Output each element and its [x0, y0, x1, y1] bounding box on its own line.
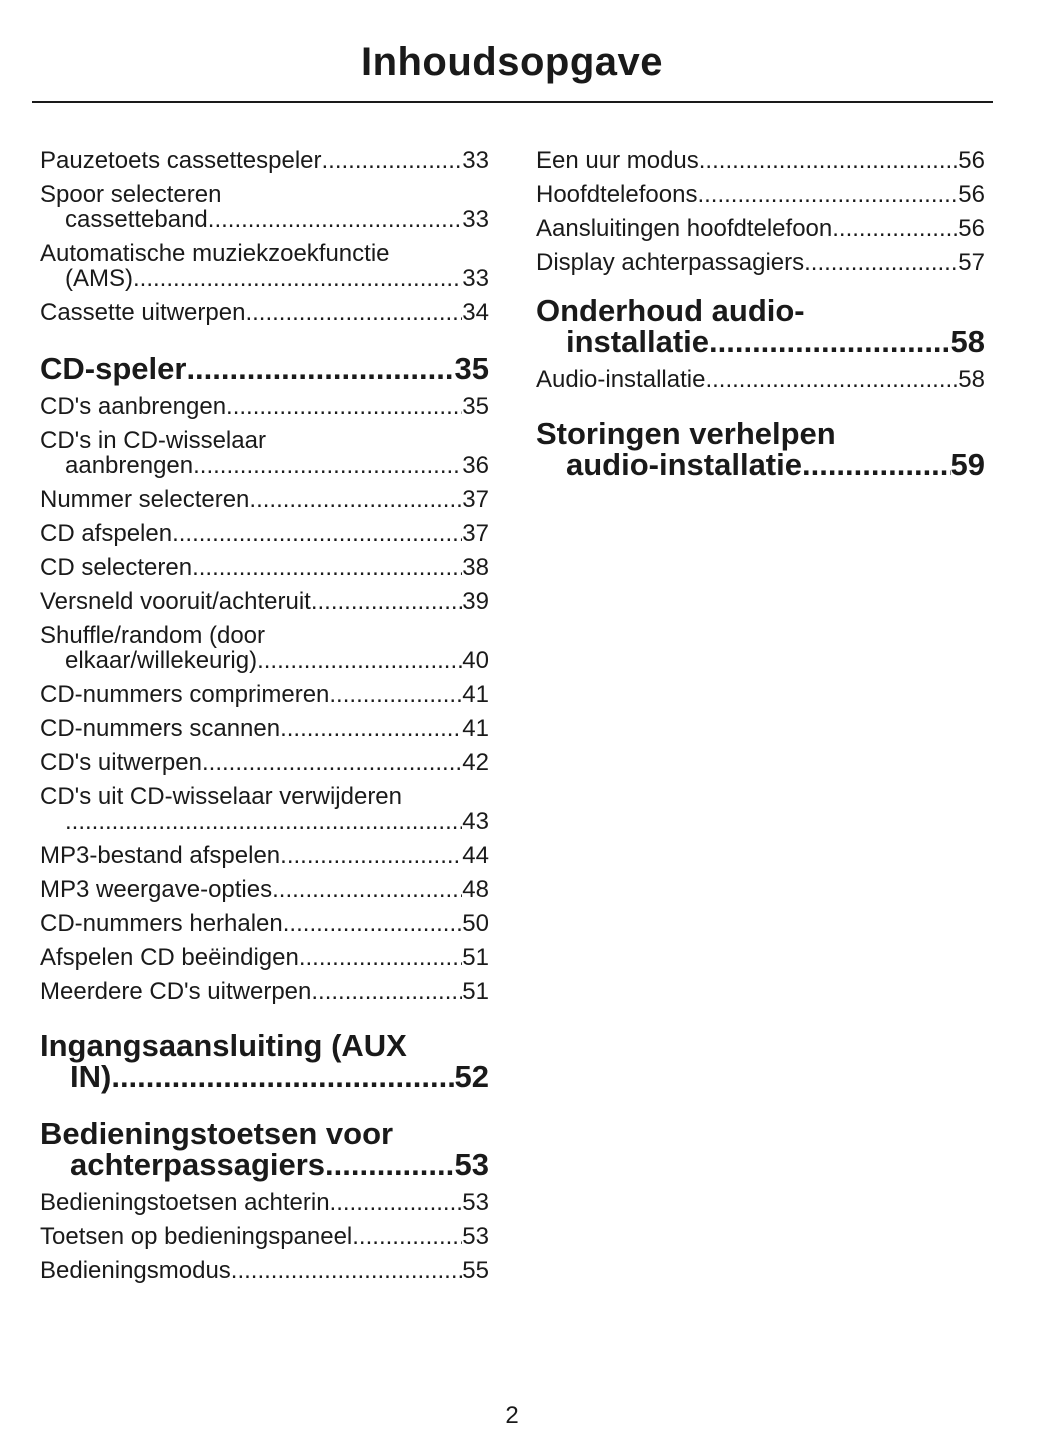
dot-leader	[299, 945, 462, 970]
dot-leader	[245, 300, 462, 325]
dot-leader	[802, 449, 951, 480]
toc-entry-title: IN)	[70, 1059, 112, 1094]
toc-entry-leader-row	[40, 394, 489, 419]
toc-entry-leader-row	[40, 1061, 489, 1092]
dot-leader	[697, 182, 958, 207]
toc-page-number: 39	[462, 588, 489, 615]
dot-leader	[280, 716, 462, 741]
dot-leader	[193, 453, 462, 478]
toc-left-column	[40, 148, 489, 1292]
toc-entry-leader-row	[40, 843, 489, 868]
dot-leader	[832, 216, 958, 241]
dot-leader	[705, 367, 958, 392]
toc-entry-title: Versneld vooruit/achteruit	[40, 588, 311, 615]
dot-leader	[208, 207, 463, 232]
toc-entry[interactable]	[40, 300, 489, 325]
toc-entry[interactable]	[536, 216, 985, 241]
toc-page-number: 33	[462, 265, 489, 292]
toc-entry[interactable]	[536, 367, 985, 392]
toc-entry-title: Hoofdtelefoons	[536, 181, 698, 208]
dot-leader	[311, 979, 462, 1004]
toc-entry-title: cassetteband	[65, 206, 208, 233]
dot-leader	[226, 394, 462, 419]
toc-entry-title-first-line: Automatische muziekzoekfunctie	[40, 241, 390, 266]
toc-entry-title-first-line: Storingen verhelpen	[536, 416, 836, 451]
toc-entry-leader-row	[40, 682, 489, 707]
toc-entry[interactable]	[40, 1190, 489, 1215]
toc-entry[interactable]	[40, 1224, 489, 1249]
toc-entry-title-first-line: Shuffle/random (door	[40, 623, 266, 648]
toc-page-number: 57	[958, 249, 985, 276]
toc-entry-title: Aansluitingen hoofdtelefoon	[536, 215, 833, 242]
toc-entry-title: CD's uitwerpen	[40, 749, 202, 776]
toc-entry-title: audio-installatie	[566, 447, 802, 482]
toc-entry-title: Bedieningstoetsen achterin	[40, 1189, 330, 1216]
toc-entry-title: CD-nummers comprimeren	[40, 681, 330, 708]
dot-leader	[280, 843, 462, 868]
toc-entry-title: CD-nummers herhalen	[40, 910, 283, 937]
dot-leader	[192, 555, 462, 580]
toc-entry-title: Pauzetoets cassettespeler	[40, 147, 322, 174]
toc-entry-leader-row	[40, 589, 489, 614]
toc-page-number: 48	[462, 876, 489, 903]
toc-entry-title: (AMS)	[65, 265, 133, 292]
dot-leader	[709, 326, 951, 357]
toc-entry-leader-row	[40, 945, 489, 970]
toc-entry-leader-row	[536, 367, 985, 392]
toc-entry-title-first-line: Onderhoud audio-	[536, 293, 805, 328]
toc-entry[interactable]	[40, 750, 489, 775]
toc-entry-leader-row	[40, 353, 489, 384]
toc-page-number: 56	[958, 147, 985, 174]
toc-entry[interactable]	[536, 148, 985, 173]
toc-entry-leader-row	[40, 521, 489, 546]
dot-leader	[330, 1190, 463, 1215]
dot-leader	[249, 487, 462, 512]
dot-leader	[202, 750, 462, 775]
toc-entry[interactable]	[40, 716, 489, 741]
toc-entry[interactable]	[40, 877, 489, 902]
toc-entry-leader-row	[536, 182, 985, 207]
toc-page-number: 43	[462, 808, 489, 835]
toc-entry[interactable]	[40, 148, 489, 173]
toc-page-number: 34	[462, 299, 489, 326]
toc-entry-leader-row	[40, 911, 489, 936]
toc-right-column	[536, 148, 985, 490]
dot-leader	[699, 148, 959, 173]
toc-entry-title: Afspelen CD beëindigen	[40, 944, 299, 971]
toc-page-number: 33	[462, 147, 489, 174]
toc-entry-title: CD's aanbrengen	[40, 393, 227, 420]
toc-entry-title: aanbrengen	[65, 452, 194, 479]
toc-entry-leader-row	[40, 300, 489, 325]
dot-leader	[283, 911, 463, 936]
toc-entry-title: CD afspelen	[40, 520, 173, 547]
toc-entry-leader-row	[40, 750, 489, 775]
toc-page-number: 58	[958, 366, 985, 393]
toc-entry-leader-row	[40, 207, 489, 232]
toc-section-heading[interactable]	[40, 353, 489, 384]
toc-entry-title: CD-nummers scannen	[40, 715, 281, 742]
toc-entry-title: Meerdere CD's uitwerpen	[40, 978, 312, 1005]
toc-page-number: 41	[462, 681, 489, 708]
toc-entry-title: CD-speler	[40, 351, 187, 386]
toc-page-number: 36	[462, 452, 489, 479]
dot-leader	[322, 148, 463, 173]
toc-entry-leader-row	[536, 326, 985, 357]
toc-entry-title: Display achterpassagiers	[536, 249, 805, 276]
toc-entry-title: MP3 weergave-opties	[40, 876, 273, 903]
toc-entry-title: Toetsen op bedieningspaneel	[40, 1223, 353, 1250]
toc-entry-leader-row	[40, 1258, 489, 1283]
toc-entry-leader-row	[40, 266, 489, 291]
toc-entry-title: Bedieningsmodus	[40, 1257, 231, 1284]
toc-page-number: 52	[454, 1059, 489, 1094]
toc-page-number: 40	[462, 647, 489, 674]
toc-entry-leader-row	[40, 809, 489, 834]
toc-entry[interactable]	[40, 241, 489, 291]
dot-leader	[111, 1061, 454, 1092]
dot-leader	[325, 1149, 454, 1180]
dot-leader	[133, 266, 462, 291]
toc-page-number: 56	[958, 215, 985, 242]
toc-section-heading[interactable]	[536, 295, 985, 357]
toc-entry-leader-row	[40, 1149, 489, 1180]
toc-page-number: 37	[462, 520, 489, 547]
toc-page-number: 59	[950, 447, 985, 482]
toc-page-number: 50	[462, 910, 489, 937]
toc-section-heading[interactable]	[40, 1030, 489, 1092]
toc-entry-title: Audio-installatie	[536, 366, 706, 393]
toc-entry[interactable]	[40, 394, 489, 419]
toc-page-number: 56	[958, 181, 985, 208]
toc-entry[interactable]	[40, 589, 489, 614]
toc-entry-leader-row	[536, 216, 985, 241]
dot-leader	[329, 682, 462, 707]
toc-entry-title: Een uur modus	[536, 147, 699, 174]
toc-page-number: 41	[462, 715, 489, 742]
dot-leader	[186, 353, 454, 384]
toc-entry-leader-row	[40, 555, 489, 580]
toc-entry[interactable]	[40, 487, 489, 512]
toc-page-number: 42	[462, 749, 489, 776]
toc-entry-title-first-line: Spoor selecteren	[40, 182, 222, 207]
toc-section-heading[interactable]	[536, 418, 985, 480]
toc-page-number: 58	[950, 324, 985, 359]
toc-entry[interactable]	[40, 784, 489, 834]
toc-entry-leader-row	[40, 1224, 489, 1249]
toc-entry-title: Cassette uitwerpen	[40, 299, 246, 326]
toc-entry-leader-row	[40, 716, 489, 741]
toc-entry-title: CD selecteren	[40, 554, 193, 581]
dot-leader	[257, 648, 462, 673]
dot-leader	[311, 589, 462, 614]
toc-entry[interactable]	[536, 250, 985, 275]
toc-entry-leader-row	[40, 979, 489, 1004]
dot-leader	[804, 250, 958, 275]
toc-entry[interactable]	[40, 1258, 489, 1283]
toc-entry-leader-row	[536, 148, 985, 173]
toc-entry[interactable]	[40, 979, 489, 1004]
page-number: 2	[505, 1402, 519, 1429]
toc-entry[interactable]	[40, 623, 489, 673]
toc-entry-leader-row	[536, 449, 985, 480]
toc-entry[interactable]	[40, 911, 489, 936]
toc-page-number: 53	[462, 1189, 489, 1216]
toc-entry-title-first-line: Bedieningstoetsen voor	[40, 1116, 394, 1151]
dot-leader	[65, 809, 462, 834]
toc-entry-title: elkaar/willekeurig)	[65, 647, 258, 674]
toc-entry-leader-row	[40, 148, 489, 173]
toc-entry-leader-row	[536, 250, 985, 275]
dot-leader	[172, 521, 462, 546]
toc-page-number: 35	[462, 393, 489, 420]
toc-entry[interactable]	[40, 843, 489, 868]
toc-page-number: 55	[462, 1257, 489, 1284]
toc-entry[interactable]	[40, 682, 489, 707]
toc-page-number: 51	[462, 978, 489, 1005]
toc-entry-title-first-line: CD's uit CD-wisselaar verwijderen	[40, 784, 403, 809]
toc-entry-title: Nummer selecteren	[40, 486, 250, 513]
toc-page-number: 33	[462, 206, 489, 233]
dot-leader	[231, 1258, 463, 1283]
toc-entry[interactable]	[536, 182, 985, 207]
toc-page-number: 44	[462, 842, 489, 869]
toc-page-number: 37	[462, 486, 489, 513]
toc-page-number: 51	[462, 944, 489, 971]
toc-entry-title-first-line: Ingangsaansluiting (AUX	[40, 1028, 407, 1063]
toc-page-number: 35	[454, 351, 489, 386]
toc-entry-leader-row	[40, 1190, 489, 1215]
toc-entry-title-first-line: CD's in CD-wisselaar	[40, 428, 266, 453]
dot-leader	[272, 877, 462, 902]
toc-section-heading[interactable]	[40, 1118, 489, 1180]
title-divider	[32, 101, 993, 103]
toc-entry-title: MP3-bestand afspelen	[40, 842, 281, 869]
toc-page-number: 53	[462, 1223, 489, 1250]
toc-entry[interactable]	[40, 182, 489, 232]
dot-leader	[352, 1224, 462, 1249]
toc-entry-leader-row	[40, 453, 489, 478]
toc-page-number: 38	[462, 554, 489, 581]
toc-entry-leader-row	[40, 877, 489, 902]
toc-page-number: 53	[454, 1147, 489, 1182]
toc-entry-leader-row	[40, 648, 489, 673]
toc-entry[interactable]	[40, 945, 489, 970]
toc-entry-leader-row	[40, 487, 489, 512]
toc-entry[interactable]	[40, 521, 489, 546]
toc-entry[interactable]	[40, 555, 489, 580]
page-title: Inhoudsopgave	[360, 40, 664, 84]
toc-entry[interactable]	[40, 428, 489, 478]
toc-entry-title: achterpassagiers	[70, 1147, 326, 1182]
toc-entry-title: installatie	[566, 324, 709, 359]
